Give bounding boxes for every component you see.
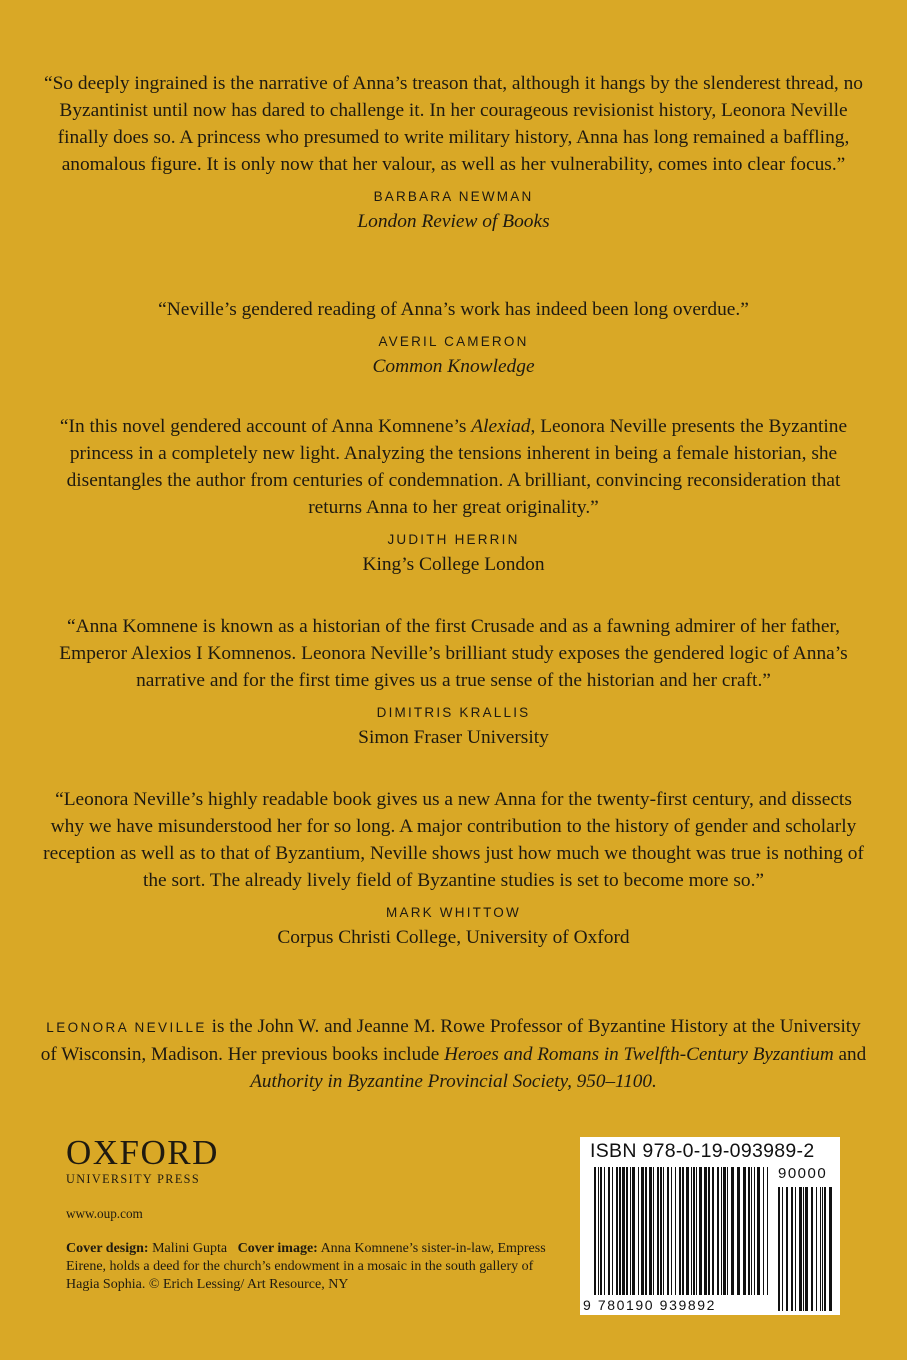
barcode-bar: [667, 1167, 669, 1295]
barcode-bar: [805, 1187, 808, 1311]
credit-label: Cover design:: [66, 1241, 149, 1256]
blurb-author: AVERIL CAMERON: [378, 334, 529, 349]
barcode-bar: [708, 1167, 710, 1295]
publisher-logo: [66, 1133, 219, 1186]
blurb-cameron: [40, 296, 867, 379]
barcode-bar: [704, 1167, 707, 1295]
barcode-bar: [824, 1187, 826, 1311]
barcode-bar: [608, 1167, 610, 1295]
publisher-url: www.oup.com: [66, 1206, 143, 1221]
blurb-source: King’s College London: [362, 554, 545, 575]
barcode-bar: [616, 1167, 618, 1295]
barcode-bar: [691, 1167, 692, 1295]
barcode-bar: [641, 1167, 644, 1295]
barcode-bar: [743, 1167, 746, 1295]
barcode-bar: [795, 1187, 796, 1311]
barcode-bar: [594, 1167, 596, 1295]
barcode-bar: [778, 1187, 780, 1311]
author-bio: [40, 1013, 867, 1095]
credit-value: Anna Komnene’s sister-in-law, Empress Eirene, holds a deed for the church’s endowment in a mosaic in the south gallery of Hagia Sophia. © Erich Lessing/ Art Resource, NY: [66, 1241, 546, 1292]
barcode-bar: [712, 1167, 714, 1295]
quote-book-title: Alexiad: [471, 416, 531, 437]
barcode-bar: [619, 1167, 621, 1295]
barcode-bar: [737, 1167, 740, 1295]
quote-text: “In this novel gendered account of Anna Komnene’s: [59, 416, 472, 437]
bio-book-title: Authority in Byzantine Provincial Society, 950–1100.: [250, 1071, 657, 1092]
barcode-bar: [693, 1167, 695, 1295]
barcode-bar: [686, 1167, 689, 1295]
barcode-icon: [580, 1137, 840, 1315]
blurb-quote: “Neville’s gendered reading of Anna’s work has indeed been long overdue.”: [158, 299, 749, 320]
credit-label: Cover image:: [237, 1241, 318, 1256]
blurb-newman: [40, 70, 867, 234]
blurb-quote: “Leonora Neville’s highly readable book gives us a new Anna for the twenty-first century, and dissects why we have misunderstood her for so long. A major contribution to the history of gender and scholarly reception as well as to that of Byzantium, Neville shows just how much we thought was true is nothing of the sort. The already lively field of Byzantine studies is set to become more so.”: [43, 789, 864, 891]
blurb-source: Simon Fraser University: [358, 727, 549, 748]
barcode-bar: [649, 1167, 652, 1295]
publisher-name: OXFORD: [66, 1133, 219, 1172]
barcode-bar: [682, 1167, 684, 1295]
credit-value: Malini Gupta: [148, 1241, 228, 1256]
price-code: 90000: [778, 1165, 828, 1182]
barcode-bar: [612, 1167, 613, 1295]
barcode-bar: [731, 1167, 734, 1295]
barcode-bar: [791, 1187, 793, 1311]
bio-book-title: Heroes and Romans in Twelfth-Century Byzantium: [444, 1044, 834, 1065]
barcode-bar: [723, 1167, 726, 1295]
barcode-bar: [763, 1167, 764, 1295]
barcode-bar: [757, 1167, 760, 1295]
barcode-bar: [604, 1167, 605, 1295]
barcode-bar: [653, 1167, 654, 1295]
barcode-bar: [727, 1167, 728, 1295]
blurb-herrin: [40, 413, 867, 577]
barcode-bar: [645, 1167, 647, 1295]
blurb-author: JUDITH HERRIN: [387, 532, 520, 547]
barcode-bar: [820, 1187, 821, 1311]
cover-credits: [66, 1240, 566, 1294]
barcode-bar: [675, 1167, 676, 1295]
blurb-source: Common Knowledge: [372, 356, 535, 377]
barcode-bar: [696, 1167, 697, 1295]
barcode-bar: [638, 1167, 639, 1295]
ean-bars: [594, 1167, 768, 1295]
bio-author-name: LEONORA NEVILLE: [46, 1020, 207, 1035]
isbn-number: ISBN 978-0-19-093989-2: [590, 1140, 815, 1162]
blurb-source: London Review of Books: [357, 211, 550, 232]
barcode-bar: [717, 1167, 719, 1295]
blurb-whittow: [40, 786, 867, 950]
blurb-quote: “So deeply ingrained is the narrative of Anna’s treason that, although it hangs by the slenderest thread, no Byzantinist until now has dared to challenge it. In her courageous revisionist history, Leonora Neville finally does so. A princess who presumed to write military history, Anna has long remained a baffling, anomalous figure. It is only now that her valour, as well as her vulnerability, comes into clear focus.”: [43, 73, 864, 175]
barcode-bar: [632, 1167, 635, 1295]
barcode-bar: [622, 1167, 625, 1295]
publisher-subtitle: UNIVERSITY PRESS: [66, 1172, 201, 1186]
barcode-bar: [626, 1167, 628, 1295]
barcode-bar: [721, 1167, 722, 1295]
barcode-bar: [816, 1187, 817, 1311]
quote-text: , Leonora Neville presents the Byzantine princess in a completely new light. Analyzing the tensions inherent in being a female historian, she disentangles the author from centuries of condemnation. A brilliant, convincing reconsideration that returns Anna to her great originality.”: [66, 416, 848, 518]
barcode-bar: [822, 1187, 823, 1311]
barcode-bar: [699, 1167, 702, 1295]
barcode-bar: [754, 1167, 755, 1295]
ean-digits: 9 780190 939892: [583, 1297, 716, 1313]
barcode-bar: [663, 1167, 664, 1295]
barcode-bar: [598, 1167, 599, 1295]
blurb-quote: [40, 413, 867, 521]
barcode-bar: [803, 1187, 804, 1311]
barcode-bar: [679, 1167, 681, 1295]
barcode-bar: [671, 1167, 672, 1295]
blurb-krallis: [40, 613, 867, 750]
barcode-bar: [657, 1167, 659, 1295]
blurb-author: BARBARA NEWMAN: [373, 189, 534, 204]
barcode-bar: [767, 1167, 768, 1295]
barcode-bar: [751, 1167, 752, 1295]
barcode-bar: [782, 1187, 783, 1311]
blurb-author: DIMITRIS KRALLIS: [376, 705, 531, 720]
blurb-source: Corpus Christi College, University of Oxford: [277, 927, 630, 948]
barcode-bar: [600, 1167, 602, 1295]
blurb-quote: “Anna Komnene is known as a historian of the first Crusade and as a fawning admirer of her father, Emperor Alexios I Komnenos. Leonora Neville’s brilliant study exposes the gendered logic of Anna’s narrative and for the first time gives us a true sense of the historian and her craft.”: [59, 616, 848, 691]
barcode-bar: [786, 1187, 788, 1311]
barcode-bar: [748, 1167, 750, 1295]
addon-bars: [778, 1187, 832, 1311]
barcode-bar: [829, 1187, 832, 1311]
blurb-author: MARK WHITTOW: [386, 905, 521, 920]
barcode-bar: [811, 1187, 813, 1311]
bio-text: and: [833, 1044, 867, 1065]
barcode-bar: [660, 1167, 662, 1295]
isbn-barcode: [580, 1137, 840, 1315]
bio-text: is the John W. and Jeanne M. Rowe Professor of Byzantine History at the University of Wisconsin, Madison. Her previous books include: [40, 1016, 861, 1065]
barcode-bar: [799, 1187, 802, 1311]
barcode-bar: [630, 1167, 631, 1295]
